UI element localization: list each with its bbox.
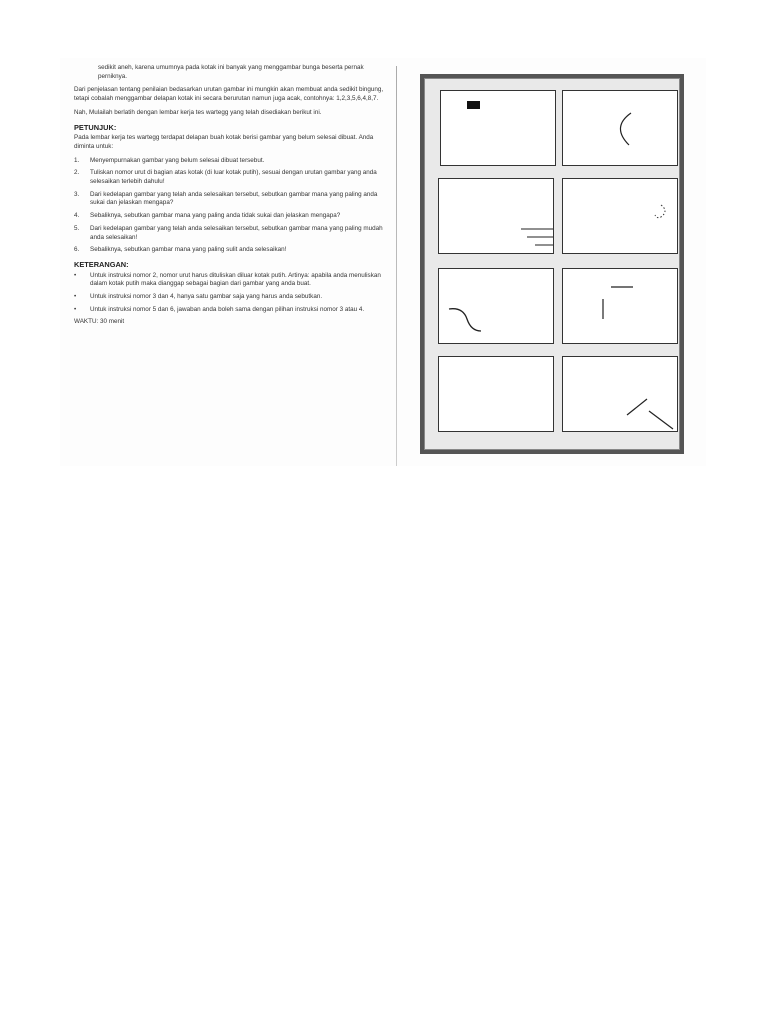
bullet-text: Untuk instruksi nomor 2, nomor urut harus dituliskan diluar kotak putih. Artinya: apabila anda menuliskan dalam kotak putih maka dianggap sebagai bagian dari gambar yang anda buat. [90,271,381,288]
wartegg-box-2 [562,90,678,166]
page-fold-divider [396,66,397,466]
item-text: Sebaliknya, sebutkan gambar mana yang paling sulit anda selesaikan! [90,246,287,254]
item-text: Dari kedelapan gambar yang telah anda selesaikan tersebut, sebutkan gambar mana yang paling anda sukai dan jelaskan mengapa? [90,190,378,207]
list-item [74,191,392,208]
vertical-horizontal-stimulus [563,269,677,343]
wavy-curve-stimulus [439,269,553,343]
scanned-page [60,58,706,466]
bullet-item [74,272,392,289]
petunjuk-lead: Pada lembar kerja tes wartegg terdapat delapan buah kotak berisi gambar yang belum selesai dibuat. Anda diminta untuk: [74,134,374,150]
item-number: 6. [74,246,80,254]
keterangan-heading: KETERANGAN: [74,259,129,269]
wartegg-box-6 [562,268,678,344]
item-number: 1. [74,156,80,164]
list-item [74,157,392,166]
item-text: Dari kedelapan gambar yang telah anda selesaikan tersebut, sebutkan gambar mana yang paling mudah anda selesaikan! [90,224,383,241]
item-number: 3. [74,190,80,198]
arc-stimulus [563,91,677,165]
black-square-stimulus [441,91,555,165]
list-item [74,169,392,186]
bullet-item [74,306,392,315]
item-number: 5. [74,224,80,232]
wartegg-box-1 [440,90,556,166]
bullet-item [74,293,392,302]
item-text: Menyempurnakan gambar yang belum selesai dibuat tersebut. [90,156,265,164]
diagonal-lines-stimulus [563,357,677,431]
dotted-curve-stimulus [563,179,677,253]
wartegg-grid [420,74,684,454]
instruction-column [74,64,392,332]
intro-line: sedikit aneh, karena umumnya pada kotak ini banyak yang menggambar bunga beserta pernak perniknya. [98,64,364,80]
bullet: • [74,271,77,279]
list-item [74,246,392,255]
bullet-text: Untuk instruksi nomor 5 dan 6, jawaban anda boleh sama dengan pilihan instruksi nomor 3 atau 4. [90,305,365,313]
bullet: • [74,293,77,301]
wartegg-box-5 [438,268,554,344]
item-text: Sebaliknya, sebutkan gambar mana yang paling anda tidak sukai dan jelaskan mengapa? [90,212,341,220]
item-number: 4. [74,212,80,220]
intro-paragraph: Nah, Mulailah berlatih dengan lembar kerja tes wartegg yang telah disediakan berikut ini. [74,108,322,116]
list-item [74,212,392,221]
petunjuk-heading: PETUNJUK: [74,122,117,132]
wartegg-box-4 [562,178,678,254]
bullet: • [74,305,77,313]
bullet-text: Untuk instruksi nomor 3 dan 4, hanya satu gambar saja yang harus anda sebutkan. [90,293,323,301]
item-text: Tuliskan nomor urut di bagian atas kotak (di luar kotak putih), sesuai dengan urutan gambar yang anda selesaikan terlebih dahulu! [90,169,377,186]
waktu-text: WAKTU: 30 menit [74,318,125,326]
wartegg-box-8 [562,356,678,432]
three-lines-stimulus [439,179,553,253]
wartegg-box-7 [438,356,554,432]
intro-paragraph: Dari penjelasan tentang penilaian bedasarkan urutan gambar ini mungkin akan membuat anda sedikit bingung, tetapi cobalah menggambar delapan kotak ini secara berurutan namun juga acak, contohnya: 1,2,3,5,6,4,8,7. [74,86,384,103]
item-number: 2. [74,169,80,177]
list-item [74,225,392,242]
wartegg-box-3 [438,178,554,254]
